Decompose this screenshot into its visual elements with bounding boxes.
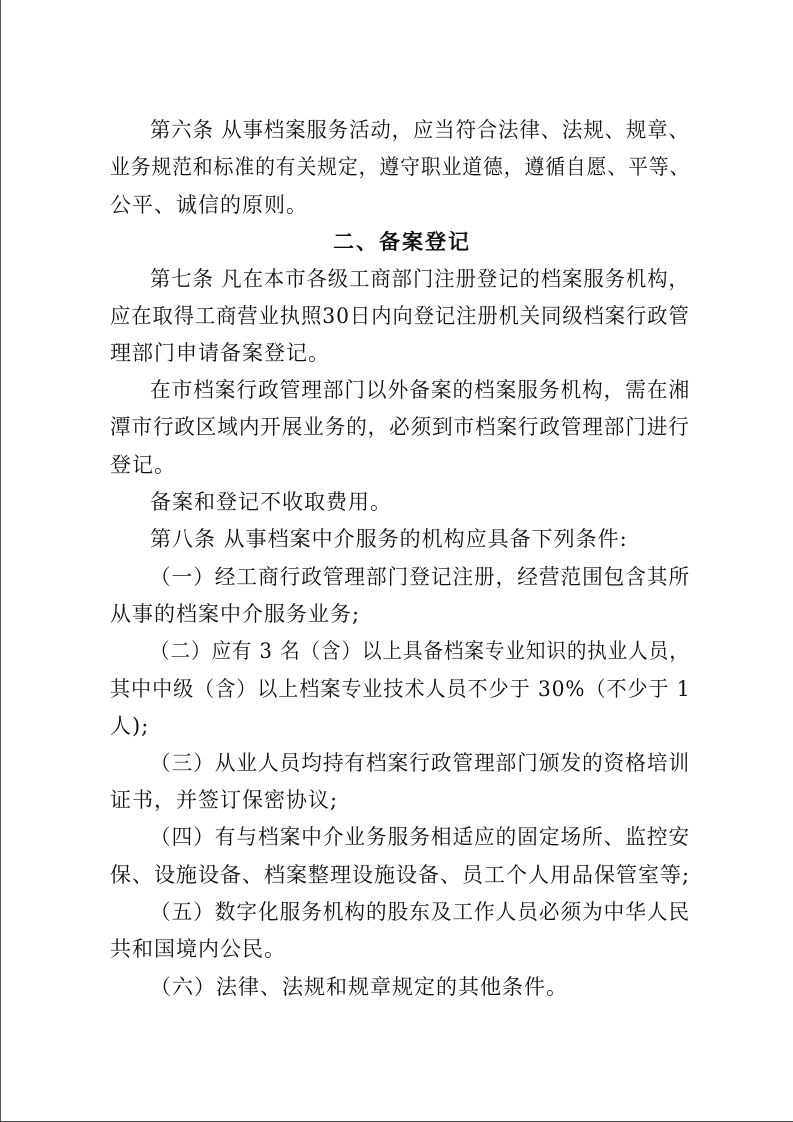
condition-1-line-1: （一）经工商行政管理部门登记注册，经营范围包含其所 bbox=[150, 565, 691, 589]
article7-line-2: 应在取得工商营业执照30日内向登记注册机关同级档案行政管 bbox=[110, 304, 690, 328]
article7-line-3: 理部门申请备案登记。 bbox=[110, 341, 330, 365]
article7-line-1: 第七条 凡在本市各级工商部门注册登记的档案服务机构， bbox=[150, 267, 690, 291]
article8-intro: 第八条 从事档案中介服务的机构应具备下列条件: bbox=[150, 527, 628, 551]
condition-2-line-3: 人); bbox=[110, 714, 150, 738]
condition-4-line-2: 保、设施设备、档案整理设施设备、员工个人用品保管室等; bbox=[110, 863, 691, 887]
condition-5-line-1: （五）数字化服务机构的股东及工作人员必须为中华人民 bbox=[150, 900, 691, 924]
condition-1-line-2: 从事的档案中介服务业务; bbox=[110, 602, 361, 626]
section-heading: 二、备案登记 bbox=[333, 230, 471, 254]
condition-4-line-1: （四）有与档案中介业务服务相适应的固定场所、监控安 bbox=[150, 825, 691, 849]
article6-line-2: 业务规范和标准的有关规定，遵守职业道德，遵循自愿、平等、 bbox=[110, 155, 691, 179]
condition-6-line-1: （六）法律、法规和规章规定的其他条件。 bbox=[150, 975, 568, 999]
outside-paragraph-line-3: 登记。 bbox=[110, 453, 176, 477]
condition-3-line-2: 证书，并签订保密协议; bbox=[110, 788, 339, 812]
outside-paragraph-line-1: 在市档案行政管理部门以外备案的档案服务机构，需在湘 bbox=[150, 378, 691, 402]
condition-2-line-2: 其中中级（含）以上档案专业技术人员不少于 30%（不少于 1 bbox=[110, 677, 691, 701]
condition-5-line-2: 共和国境内公民。 bbox=[110, 937, 286, 961]
outside-paragraph-line-2: 潭市行政区域内开展业务的，必须到市档案行政管理部门进行 bbox=[110, 415, 690, 439]
article6-line-1: 第六条 从事档案服务活动，应当符合法律、法规、规章、 bbox=[150, 118, 690, 142]
condition-3-line-1: （三）从业人员均持有档案行政管理部门颁发的资格培训 bbox=[150, 751, 691, 775]
article6-line-3: 公平、诚信的原则。 bbox=[110, 193, 308, 217]
fee-paragraph: 备案和登记不收取费用。 bbox=[150, 490, 392, 514]
condition-2-line-1: （二）应有 3 名（含）以上具备档案专业知识的执业人员， bbox=[150, 639, 690, 663]
